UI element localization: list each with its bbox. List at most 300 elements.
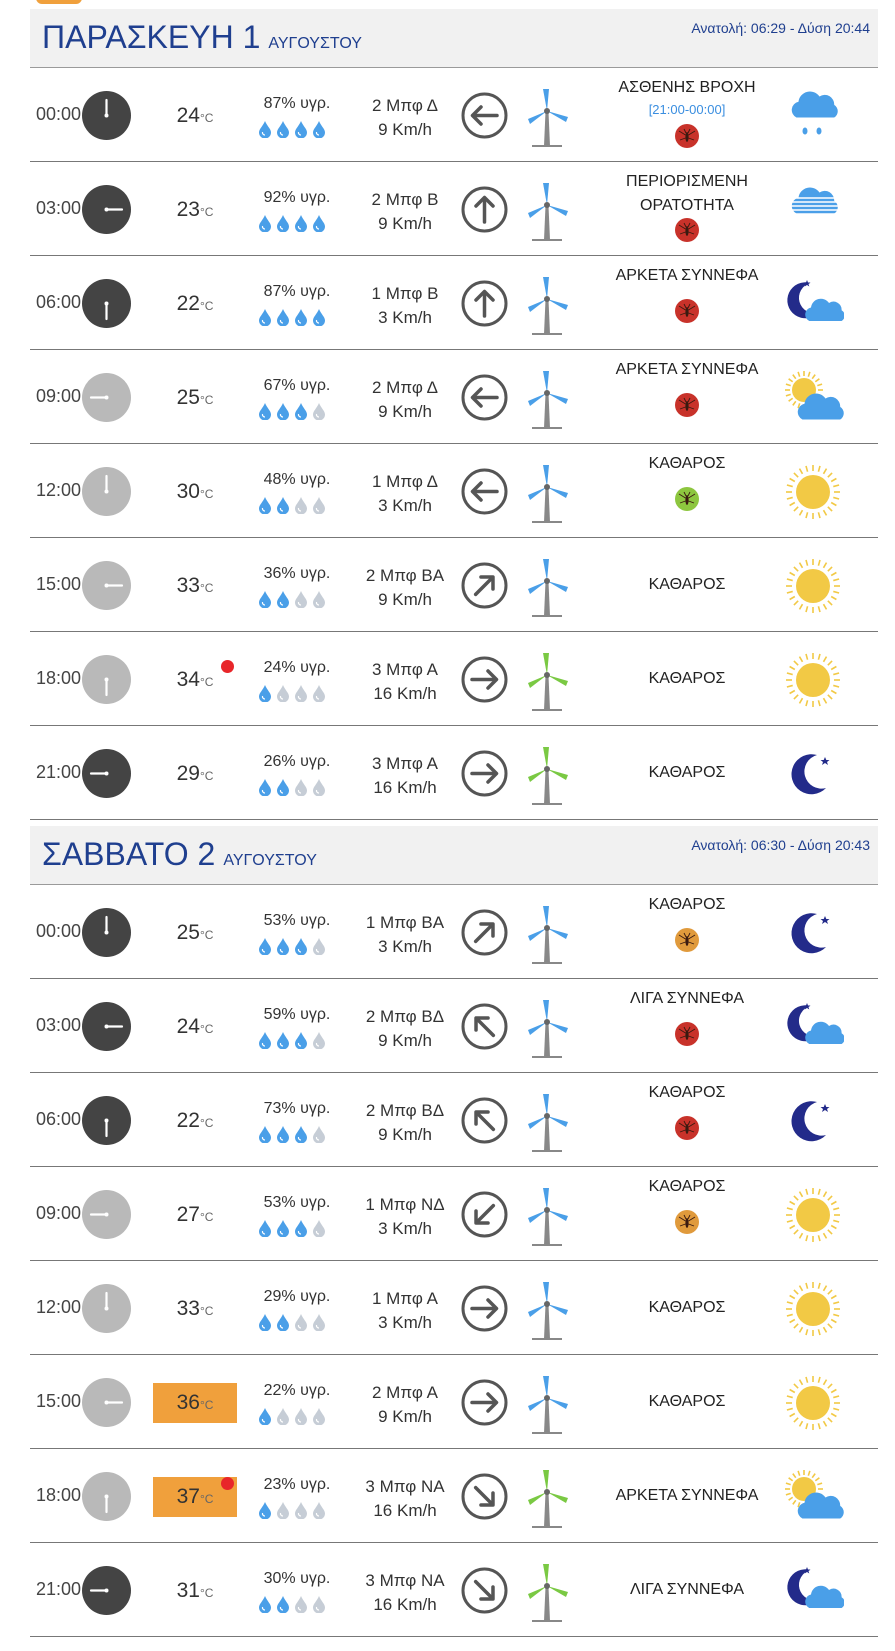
drop-filled-icon <box>294 1125 308 1143</box>
wind-info <box>355 752 455 800</box>
drop-empty-icon <box>294 590 308 608</box>
drop-empty-icon <box>294 1313 308 1331</box>
temperature <box>153 190 237 230</box>
drop-empty-icon <box>312 778 326 796</box>
drop-empty-icon <box>294 684 308 702</box>
drop-filled-icon <box>258 1125 272 1143</box>
wind-info <box>355 564 455 612</box>
wind-info <box>355 470 455 518</box>
temperature-unit: °C <box>199 1022 214 1036</box>
wind-speed: 9 Km/h <box>378 1407 432 1426</box>
time-label: 03:00 <box>36 198 82 218</box>
wind-speed: 16 Km/h <box>373 1501 437 1520</box>
condition-text: ΚΑΘΑΡΟΣ <box>648 1299 726 1316</box>
wind-speed: 3 Km/h <box>378 496 432 515</box>
wind-beaufort: 1 Μπφ ΒΑ <box>365 913 445 932</box>
humidity-drops <box>258 496 326 514</box>
time-label: 18:00 <box>36 1485 82 1505</box>
humidity-drops <box>258 1501 326 1519</box>
wind-direction-arrow-icon <box>460 467 509 516</box>
wind-direction-arrow-icon <box>460 279 509 328</box>
time-label: 09:00 <box>36 1203 82 1223</box>
forecast-row[interactable] <box>30 162 878 256</box>
rain-icon <box>782 86 844 146</box>
temperature <box>153 913 237 953</box>
time-label: 09:00 <box>36 386 82 406</box>
moon-cloud-icon <box>782 274 844 334</box>
forecast-row[interactable] <box>30 256 878 350</box>
humidity-text: 59% υγρ. <box>263 1006 331 1023</box>
humidity-drops <box>258 402 326 420</box>
wind-direction-arrow-icon <box>460 1190 509 1239</box>
time-label: 03:00 <box>36 1015 82 1035</box>
temperature-unit: °C <box>199 928 214 942</box>
mosquito-icon <box>674 927 700 953</box>
condition-text: ΚΑΘΑΡΟΣ <box>648 1178 726 1195</box>
humidity-text: 48% υγρ. <box>263 471 331 488</box>
humidity-text: 29% υγρ. <box>263 1288 331 1305</box>
humidity-drops <box>258 937 326 955</box>
wind-beaufort: 2 Μπφ Α <box>372 1383 438 1402</box>
drop-filled-icon <box>276 1313 290 1331</box>
time-label: 15:00 <box>36 1391 82 1411</box>
day-title <box>42 19 362 56</box>
drop-empty-icon <box>294 1407 308 1425</box>
sun-icon <box>782 1279 844 1339</box>
humidity-text: 24% υγρ. <box>263 659 331 676</box>
condition-text: ΚΑΘΑΡΟΣ <box>648 896 726 913</box>
day-name: ΣΑΒΒΑΤΟ 2 <box>42 836 216 872</box>
wind-beaufort: 2 Μπφ Δ <box>372 378 438 397</box>
night-clock-icon <box>82 908 131 957</box>
sun-icon <box>782 1185 844 1245</box>
wind-speed: 3 Km/h <box>378 308 432 327</box>
temperature-value: 25 <box>176 386 200 409</box>
wind-info <box>355 94 455 142</box>
temperature <box>153 284 237 324</box>
temperature-value: 36 <box>176 1391 200 1414</box>
wind-turbine-icon <box>522 180 572 242</box>
wind-beaufort: 2 Μπφ ΒΑ <box>365 566 445 585</box>
forecast-row[interactable] <box>30 1167 878 1261</box>
humidity-drops <box>258 1219 326 1237</box>
drop-empty-icon <box>294 496 308 514</box>
wind-info <box>355 376 455 424</box>
wind-direction-arrow-icon <box>460 908 509 957</box>
mosquito-icon <box>674 1115 700 1141</box>
drop-filled-icon <box>276 590 290 608</box>
wind-turbine-icon <box>522 556 572 618</box>
wind-turbine-icon <box>522 744 572 806</box>
condition-text: ΚΑΘΑΡΟΣ <box>648 576 726 593</box>
sun-icon <box>782 462 844 522</box>
humidity-text: 22% υγρ. <box>263 1382 331 1399</box>
wind-turbine-icon <box>522 1091 572 1153</box>
wind-turbine-icon <box>522 462 572 524</box>
drop-filled-icon <box>258 308 272 326</box>
drop-empty-icon <box>276 1407 290 1425</box>
temperature-value: 33 <box>176 1297 200 1320</box>
temperature-unit: °C <box>199 205 214 219</box>
drop-filled-icon <box>294 214 308 232</box>
temperature <box>153 96 237 136</box>
wind-beaufort: 2 Μπφ Δ <box>372 96 438 115</box>
humidity-text: 36% υγρ. <box>263 565 331 582</box>
sun-icon <box>782 556 844 616</box>
mosquito-icon <box>674 298 700 324</box>
temperature-value: 27 <box>176 1203 200 1226</box>
temperature-value: 34 <box>176 668 200 691</box>
moon-cloud-icon <box>782 997 844 1057</box>
wind-turbine-icon <box>522 1185 572 1247</box>
condition-text: ΚΑΘΑΡΟΣ <box>648 670 726 687</box>
drop-filled-icon <box>276 308 290 326</box>
drop-filled-icon <box>258 778 272 796</box>
moon-cloud-icon <box>782 1561 844 1621</box>
condition-text: ΛΙΓΑ ΣΥΝΝΕΦΑ <box>629 990 745 1007</box>
drop-filled-icon <box>258 1219 272 1237</box>
humidity-drops <box>258 1595 326 1613</box>
wind-turbine-icon <box>522 997 572 1059</box>
temperature-value: 33 <box>176 574 200 597</box>
wind-direction-arrow-icon <box>460 561 509 610</box>
day-clock-icon <box>82 373 131 422</box>
condition-text: ΑΡΚΕΤΑ ΣΥΝΝΕΦΑ <box>615 267 759 284</box>
temperature <box>153 1289 237 1329</box>
humidity-text: 92% υγρ. <box>263 189 331 206</box>
drop-filled-icon <box>258 120 272 138</box>
wind-beaufort: 2 Μπφ ΒΔ <box>365 1007 445 1026</box>
drop-filled-icon <box>276 402 290 420</box>
humidity-drops <box>258 1313 326 1331</box>
time-label: 18:00 <box>36 668 82 688</box>
wind-beaufort: 3 Μπφ Α <box>372 754 438 773</box>
drop-empty-icon <box>312 684 326 702</box>
drop-filled-icon <box>312 214 326 232</box>
forecast-row[interactable] <box>30 979 878 1073</box>
top-tab-marker <box>36 0 82 4</box>
temperature-unit: °C <box>199 487 214 501</box>
max-temp-dot-icon <box>221 1477 234 1490</box>
wind-turbine-icon <box>522 1373 572 1435</box>
wind-info <box>355 911 455 959</box>
drop-filled-icon <box>258 214 272 232</box>
temperature-unit: °C <box>199 1586 214 1600</box>
mosquito-icon <box>674 1021 700 1047</box>
wind-direction-arrow-icon <box>460 749 509 798</box>
drop-filled-icon <box>258 1595 272 1613</box>
wind-speed: 9 Km/h <box>378 1125 432 1144</box>
drop-filled-icon <box>258 937 272 955</box>
drop-filled-icon <box>276 496 290 514</box>
drop-filled-icon <box>276 1595 290 1613</box>
forecast-row[interactable] <box>30 726 878 820</box>
day-month: ΑΥΓΟΥΣΤΟΥ <box>223 852 317 869</box>
wind-direction-arrow-icon <box>460 1002 509 1051</box>
wind-beaufort: 3 Μπφ ΝΑ <box>365 1571 445 1590</box>
temperature <box>153 754 237 794</box>
day-clock-icon <box>82 467 131 516</box>
forecast-row[interactable] <box>30 444 878 538</box>
day-clock-icon <box>82 1378 131 1427</box>
humidity-drops <box>258 1031 326 1049</box>
forecast-row[interactable] <box>30 1261 878 1355</box>
drop-filled-icon <box>276 120 290 138</box>
temperature <box>153 378 237 418</box>
condition-text: ΚΑΘΑΡΟΣ <box>648 764 726 781</box>
wind-info <box>355 1099 455 1147</box>
condition-text: ΑΡΚΕΤΑ ΣΥΝΝΕΦΑ <box>615 1487 759 1504</box>
temperature-value: 31 <box>176 1579 200 1602</box>
humidity-text: 30% υγρ. <box>263 1570 331 1587</box>
temperature <box>153 1101 237 1141</box>
forecast-row[interactable] <box>30 1073 878 1167</box>
temperature-unit: °C <box>199 1116 214 1130</box>
drop-filled-icon <box>294 1219 308 1237</box>
temperature <box>153 1007 237 1047</box>
wind-speed: 3 Km/h <box>378 937 432 956</box>
humidity-drops <box>258 590 326 608</box>
wind-speed: 9 Km/h <box>378 1031 432 1050</box>
wind-speed: 16 Km/h <box>373 778 437 797</box>
humidity-drops <box>258 214 326 232</box>
mosquito-icon <box>674 486 700 512</box>
wind-direction-arrow-icon <box>460 373 509 422</box>
wind-info <box>355 282 455 330</box>
drop-filled-icon <box>294 402 308 420</box>
humidity-drops <box>258 1125 326 1143</box>
night-clock-icon <box>82 1096 131 1145</box>
time-label: 15:00 <box>36 574 82 594</box>
drop-filled-icon <box>258 1501 272 1519</box>
temperature-value: 37 <box>176 1485 200 1508</box>
humidity-text: 23% υγρ. <box>263 1476 331 1493</box>
humidity-text: 73% υγρ. <box>263 1100 331 1117</box>
wind-direction-arrow-icon <box>460 655 509 704</box>
wind-direction-arrow-icon <box>460 1472 509 1521</box>
drop-filled-icon <box>276 214 290 232</box>
drop-filled-icon <box>276 778 290 796</box>
wind-beaufort: 1 Μπφ Δ <box>372 472 438 491</box>
day-clock-icon <box>82 1190 131 1239</box>
forecast-row[interactable] <box>30 538 878 632</box>
day-header <box>30 9 878 68</box>
time-label: 12:00 <box>36 480 82 500</box>
night-clock-icon <box>82 749 131 798</box>
drop-empty-icon <box>312 937 326 955</box>
humidity-drops <box>258 778 326 796</box>
day-name: ΠΑΡΑΣΚΕΥΗ 1 <box>42 19 261 55</box>
forecast-row[interactable] <box>30 1355 878 1449</box>
wind-direction-arrow-icon <box>460 1378 509 1427</box>
drop-empty-icon <box>312 1125 326 1143</box>
drop-empty-icon <box>312 1219 326 1237</box>
wind-speed: 16 Km/h <box>373 684 437 703</box>
wind-beaufort: 3 Μπφ ΝΑ <box>365 1477 445 1496</box>
drop-empty-icon <box>312 496 326 514</box>
condition-text: ΛΙΓΑ ΣΥΝΝΕΦΑ <box>629 1581 745 1598</box>
wind-beaufort: 2 Μπφ Β <box>371 190 439 209</box>
temperature-value: 22 <box>176 292 200 315</box>
drop-filled-icon <box>312 120 326 138</box>
temperature-unit: °C <box>199 675 214 689</box>
time-label: 00:00 <box>36 104 82 124</box>
sunrise-sunset-info: Ανατολή: 06:29 - Δύση 20:44 <box>691 20 870 36</box>
time-label: 00:00 <box>36 921 82 941</box>
drop-filled-icon <box>258 1313 272 1331</box>
humidity-text: 67% υγρ. <box>263 377 331 394</box>
wind-info <box>355 1569 455 1617</box>
day-header <box>30 826 878 885</box>
wind-info <box>355 188 455 236</box>
wind-beaufort: 1 Μπφ Β <box>371 284 439 303</box>
wind-turbine-icon <box>522 274 572 336</box>
max-temp-dot-icon <box>221 660 234 673</box>
day-clock-icon <box>82 1284 131 1333</box>
drop-filled-icon <box>276 1031 290 1049</box>
wind-turbine-icon <box>522 903 572 965</box>
wind-info <box>355 1287 455 1335</box>
temperature-unit: °C <box>199 393 214 407</box>
humidity-drops <box>258 684 326 702</box>
time-label: 06:00 <box>36 292 82 312</box>
time-label: 21:00 <box>36 1579 82 1599</box>
temperature-unit: °C <box>199 111 214 125</box>
moon-icon <box>782 903 844 963</box>
drop-empty-icon <box>294 1501 308 1519</box>
night-clock-icon <box>82 91 131 140</box>
temperature <box>153 566 237 606</box>
night-clock-icon <box>82 1566 131 1615</box>
drop-filled-icon <box>276 1219 290 1237</box>
wind-turbine-icon <box>522 1561 572 1623</box>
temperature-unit: °C <box>199 1398 214 1412</box>
fog-icon <box>782 180 844 240</box>
forecast-row[interactable] <box>30 885 878 979</box>
mosquito-icon <box>674 1209 700 1235</box>
wind-beaufort: 2 Μπφ ΒΔ <box>365 1101 445 1120</box>
drop-filled-icon <box>258 590 272 608</box>
drop-filled-icon <box>294 1031 308 1049</box>
drop-empty-icon <box>312 402 326 420</box>
wind-info <box>355 1475 455 1523</box>
wind-beaufort: 1 Μπφ ΝΔ <box>365 1195 445 1214</box>
wind-direction-arrow-icon <box>460 1096 509 1145</box>
sun-icon <box>782 1373 844 1433</box>
mosquito-icon <box>674 392 700 418</box>
wind-speed: 9 Km/h <box>378 590 432 609</box>
sun-cloud-icon <box>782 1467 844 1527</box>
temperature-value: 24 <box>176 1015 200 1038</box>
drop-empty-icon <box>312 1501 326 1519</box>
forecast-row[interactable] <box>30 1543 878 1637</box>
condition-text: ΚΑΘΑΡΟΣ <box>648 1393 726 1410</box>
forecast-list <box>30 9 878 1637</box>
drop-empty-icon <box>312 1313 326 1331</box>
humidity-text: 87% υγρ. <box>263 283 331 300</box>
temperature <box>153 1383 237 1423</box>
wind-speed: 9 Km/h <box>378 214 432 233</box>
drop-empty-icon <box>294 1595 308 1613</box>
forecast-row[interactable] <box>30 632 878 726</box>
wind-speed: 3 Km/h <box>378 1313 432 1332</box>
temperature-unit: °C <box>199 581 214 595</box>
wind-speed: 16 Km/h <box>373 1595 437 1614</box>
humidity-text: 87% υγρ. <box>263 95 331 112</box>
drop-filled-icon <box>258 496 272 514</box>
humidity-text: 53% υγρ. <box>263 912 331 929</box>
day-month: ΑΥΓΟΥΣΤΟΥ <box>268 35 362 52</box>
day-clock-icon <box>82 655 131 704</box>
forecast-row[interactable] <box>30 350 878 444</box>
condition-text: ΚΑΘΑΡΟΣ <box>648 1084 726 1101</box>
wind-speed: 9 Km/h <box>378 402 432 421</box>
drop-empty-icon <box>294 778 308 796</box>
wind-info <box>355 1381 455 1429</box>
drop-empty-icon <box>276 684 290 702</box>
condition-text: ΑΡΚΕΤΑ ΣΥΝΝΕΦΑ <box>615 361 759 378</box>
drop-filled-icon <box>294 120 308 138</box>
wind-info <box>355 1005 455 1053</box>
forecast-row[interactable] <box>30 68 878 162</box>
forecast-row[interactable] <box>30 1449 878 1543</box>
moon-icon <box>782 744 844 804</box>
sunrise-sunset-info: Ανατολή: 06:30 - Δύση 20:43 <box>691 837 870 853</box>
temperature <box>153 472 237 512</box>
mosquito-icon <box>674 123 700 149</box>
wind-beaufort: 1 Μπφ Α <box>372 1289 438 1308</box>
wind-direction-arrow-icon <box>460 91 509 140</box>
wind-direction-arrow-icon <box>460 1566 509 1615</box>
temperature-unit: °C <box>199 299 214 313</box>
condition-text: ΠΕΡΙΟΡΙΣΜΕΝΗ ΟΡΑΤΟΤΗΤΑ <box>626 173 748 214</box>
temperature-unit: °C <box>199 769 214 783</box>
wind-turbine-icon <box>522 368 572 430</box>
temperature-value: 30 <box>176 480 200 503</box>
drop-empty-icon <box>312 1595 326 1613</box>
drop-filled-icon <box>312 308 326 326</box>
condition-text: ΑΣΘΕΝΗΣ ΒΡΟΧΗ <box>618 79 756 96</box>
temperature-value: 22 <box>176 1109 200 1132</box>
condition-text: ΚΑΘΑΡΟΣ <box>648 455 726 472</box>
humidity-drops <box>258 120 326 138</box>
sun-cloud-icon <box>782 368 844 428</box>
wind-direction-arrow-icon <box>460 1284 509 1333</box>
temperature-value: 23 <box>176 198 200 221</box>
humidity-text: 26% υγρ. <box>263 753 331 770</box>
condition-time-range: [21:00-00:00] <box>648 102 726 117</box>
drop-filled-icon <box>258 402 272 420</box>
moon-icon <box>782 1091 844 1151</box>
humidity-drops <box>258 1407 326 1425</box>
day-clock-icon <box>82 561 131 610</box>
temperature-unit: °C <box>199 1492 214 1506</box>
time-label: 12:00 <box>36 1297 82 1317</box>
day-clock-icon <box>82 1472 131 1521</box>
drop-empty-icon <box>276 1501 290 1519</box>
drop-empty-icon <box>312 590 326 608</box>
temperature-unit: °C <box>199 1210 214 1224</box>
night-clock-icon <box>82 185 131 234</box>
humidity-drops <box>258 308 326 326</box>
drop-filled-icon <box>294 937 308 955</box>
sun-icon <box>782 650 844 710</box>
mosquito-icon <box>674 217 700 243</box>
drop-filled-icon <box>258 1407 272 1425</box>
temperature <box>153 1571 237 1611</box>
drop-filled-icon <box>276 1125 290 1143</box>
time-label: 21:00 <box>36 762 82 782</box>
